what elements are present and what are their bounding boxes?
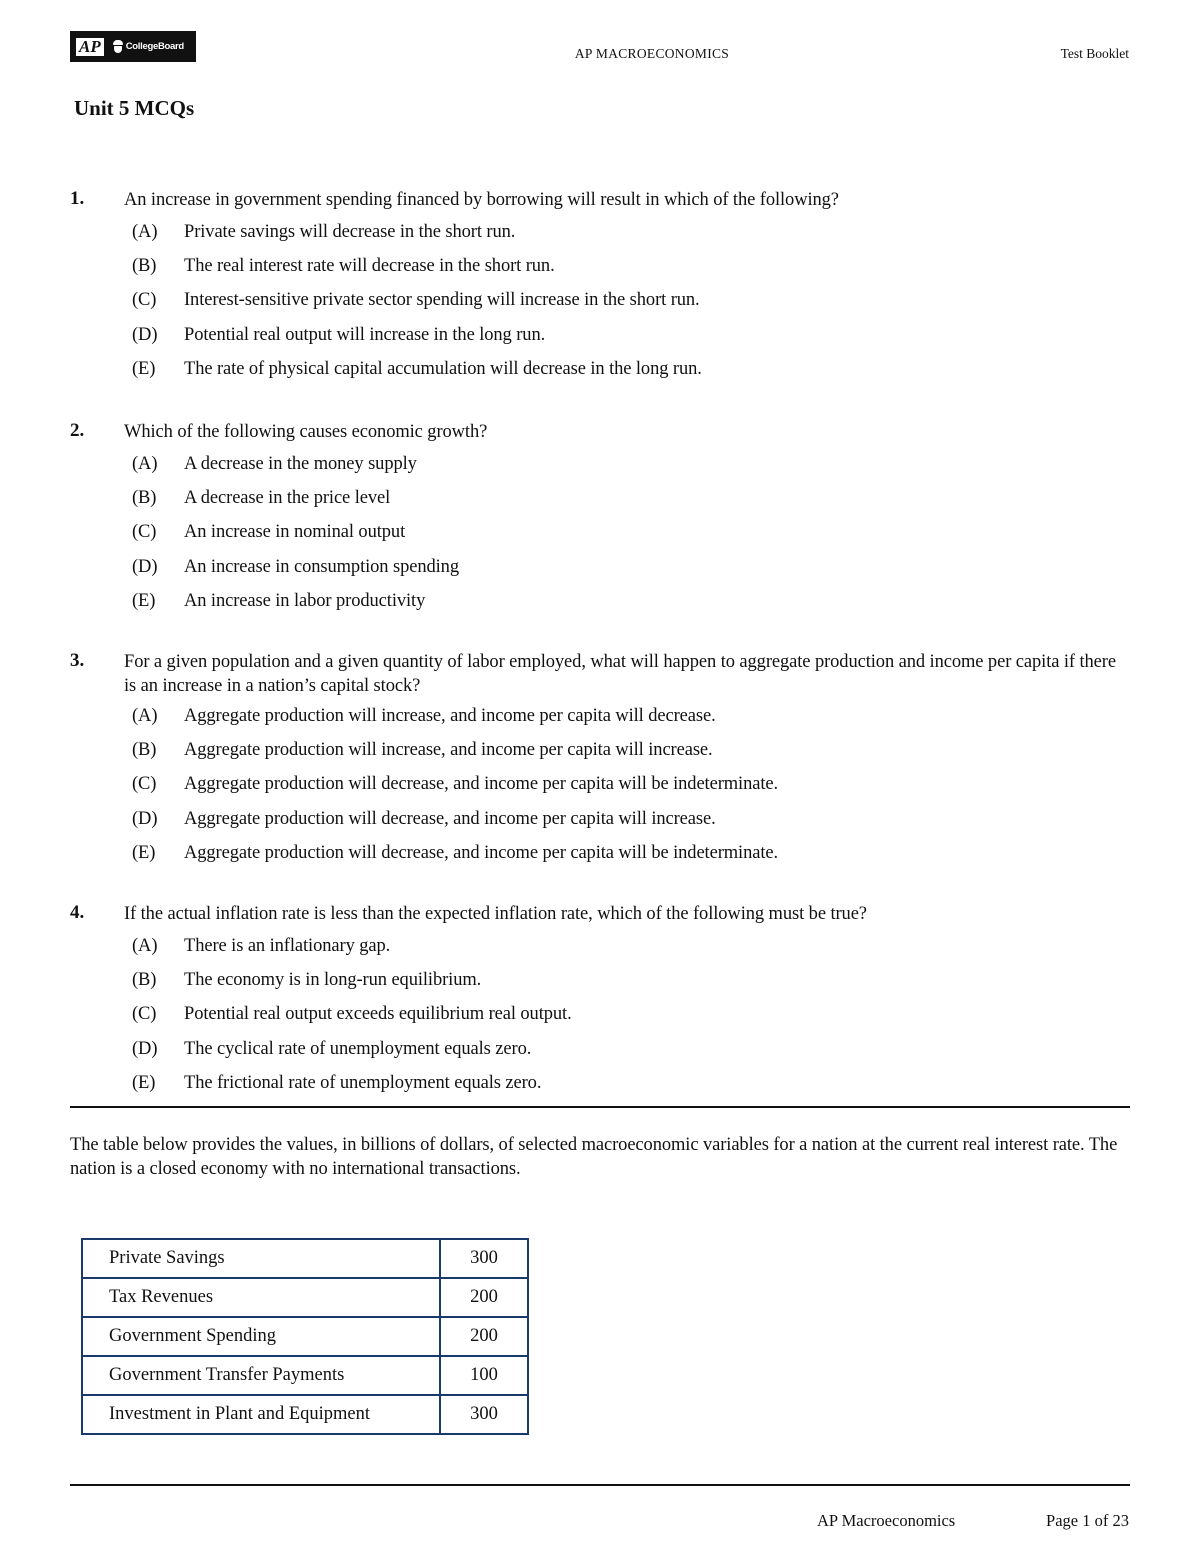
table-cell-value: 200: [440, 1317, 528, 1356]
question-4: [70, 902, 1130, 1107]
option-label: (C): [132, 1004, 157, 1025]
answer-option[interactable]: [70, 325, 1130, 359]
option-text: Interest-sensitive private sector spending will increase in the short run.: [184, 290, 700, 311]
table-row: [82, 1356, 528, 1395]
option-label: (E): [132, 842, 156, 863]
table-cell-label: Tax Revenues: [82, 1278, 440, 1317]
answer-option[interactable]: [70, 774, 1130, 808]
ap-logo-text: AP: [76, 38, 104, 56]
answer-option[interactable]: [70, 488, 1130, 522]
option-text: Aggregate production will increase, and income per capita will increase.: [184, 740, 713, 761]
option-label: (D): [132, 808, 158, 829]
option-text: A decrease in the price level: [184, 488, 391, 509]
footer-divider: [70, 1484, 1130, 1486]
table-cell-label: Government Spending: [82, 1317, 440, 1356]
header-title: AP MACROECONOMICS: [574, 46, 730, 61]
option-text: The real interest rate will decrease in the short run.: [184, 256, 555, 277]
option-text: The economy is in long-run equilibrium.: [184, 970, 482, 991]
option-label: (E): [132, 358, 156, 379]
answer-option[interactable]: [70, 557, 1130, 591]
question-number: 2.: [70, 420, 85, 441]
answer-options: [70, 222, 1130, 393]
answer-options: [70, 454, 1130, 625]
option-text: A decrease in the money supply: [184, 454, 417, 474]
header-booklet-label: Test Booklet: [1060, 46, 1129, 61]
question-stem: If the actual inflation rate is less than the expected inflation rate, which of the following must be true?: [124, 904, 867, 924]
section-divider: [70, 1106, 1130, 1108]
answer-option[interactable]: [70, 222, 1130, 256]
option-text: An increase in labor productivity: [184, 590, 426, 611]
table-intro-text: The table below provides the values, in billions of dollars, of selected macroeconomic variables for a nation at the current real interest rate. The nation is a closed economy with no international transactions.: [70, 1135, 1118, 1179]
answer-option[interactable]: [70, 359, 1130, 393]
option-text: An increase in nominal output: [184, 522, 406, 543]
option-label: (C): [132, 290, 157, 311]
answer-option[interactable]: [70, 591, 1130, 625]
question-stem: For a given population and a given quantity of labor employed, what will happen to aggregate production and income per capita if there is an increase in a nation’s capital stock?: [124, 652, 1116, 696]
answer-option[interactable]: [70, 1004, 1130, 1038]
option-text: The rate of physical capital accumulation will decrease in the long run.: [184, 358, 702, 379]
option-label: (D): [132, 556, 158, 577]
table-cell-value: 100: [440, 1356, 528, 1395]
option-label: (E): [132, 1072, 156, 1093]
answer-option[interactable]: [70, 522, 1130, 556]
question-number: 4.: [70, 902, 85, 923]
option-label: (D): [132, 324, 158, 345]
answer-option[interactable]: [70, 290, 1130, 324]
option-text: Potential real output exceeds equilibrium real output.: [184, 1004, 572, 1025]
table-cell-value: 200: [440, 1278, 528, 1317]
macro-variables-table: [81, 1238, 529, 1435]
question-1: [70, 188, 1130, 393]
option-label: (B): [132, 740, 157, 761]
option-label: (D): [132, 1038, 158, 1059]
answer-option[interactable]: [70, 454, 1130, 488]
option-text: Aggregate production will decrease, and income per capita will increase.: [184, 808, 716, 829]
option-text: The cyclical rate of unemployment equals zero.: [184, 1038, 532, 1059]
question-3: [70, 650, 1130, 877]
option-label: (A): [132, 936, 158, 956]
option-label: (A): [132, 222, 158, 242]
answer-option[interactable]: [70, 1073, 1130, 1107]
option-label: (E): [132, 590, 156, 611]
table-row: [82, 1239, 528, 1278]
answer-option[interactable]: [70, 809, 1130, 843]
option-text: An increase in consumption spending: [184, 556, 459, 577]
table-row: [82, 1317, 528, 1356]
answer-option[interactable]: [70, 936, 1130, 970]
answer-options: [70, 706, 1130, 877]
answer-option[interactable]: [70, 843, 1130, 877]
answer-option[interactable]: [70, 970, 1130, 1004]
option-label: (B): [132, 970, 157, 991]
option-text: The frictional rate of unemployment equals zero.: [184, 1072, 542, 1093]
answer-option[interactable]: [70, 256, 1130, 290]
question-2: [70, 420, 1130, 625]
answer-option[interactable]: [70, 706, 1130, 740]
option-label: (A): [132, 454, 158, 474]
option-text: Potential real output will increase in the long run.: [184, 324, 546, 345]
option-text: Private savings will decrease in the short run.: [184, 222, 516, 242]
table-row: [82, 1395, 528, 1434]
table-row: [82, 1278, 528, 1317]
question-number: 3.: [70, 650, 85, 671]
option-text: There is an inflationary gap.: [184, 936, 391, 956]
collegeboard-logo-text: CollegeBoard: [125, 41, 184, 52]
option-label: (B): [132, 256, 157, 277]
option-text: Aggregate production will increase, and income per capita will decrease.: [184, 706, 716, 726]
option-label: (A): [132, 706, 158, 726]
page-title: Unit 5 MCQs: [74, 96, 195, 120]
question-stem: Which of the following causes economic growth?: [124, 422, 488, 442]
answer-option[interactable]: [70, 740, 1130, 774]
table-cell-label: Investment in Plant and Equipment: [82, 1395, 440, 1434]
question-stem: An increase in government spending financed by borrowing will result in which of the following?: [124, 190, 839, 210]
option-label: (C): [132, 774, 157, 795]
option-label: (B): [132, 488, 157, 509]
footer-page-number: Page 1 of 23: [1046, 1511, 1129, 1530]
table-cell-value: 300: [440, 1395, 528, 1434]
table-cell-label: Government Transfer Payments: [82, 1356, 440, 1395]
option-text: Aggregate production will decrease, and income per capita will be indeterminate.: [184, 842, 779, 863]
answer-option[interactable]: [70, 1039, 1130, 1073]
option-label: (C): [132, 522, 157, 543]
footer-course-name: AP Macroeconomics: [817, 1511, 956, 1530]
option-text: Aggregate production will decrease, and income per capita will be indeterminate.: [184, 774, 779, 795]
table-cell-label: Private Savings: [82, 1239, 440, 1278]
table-cell-value: 300: [440, 1239, 528, 1278]
question-number: 1.: [70, 188, 85, 209]
answer-options: [70, 936, 1130, 1107]
